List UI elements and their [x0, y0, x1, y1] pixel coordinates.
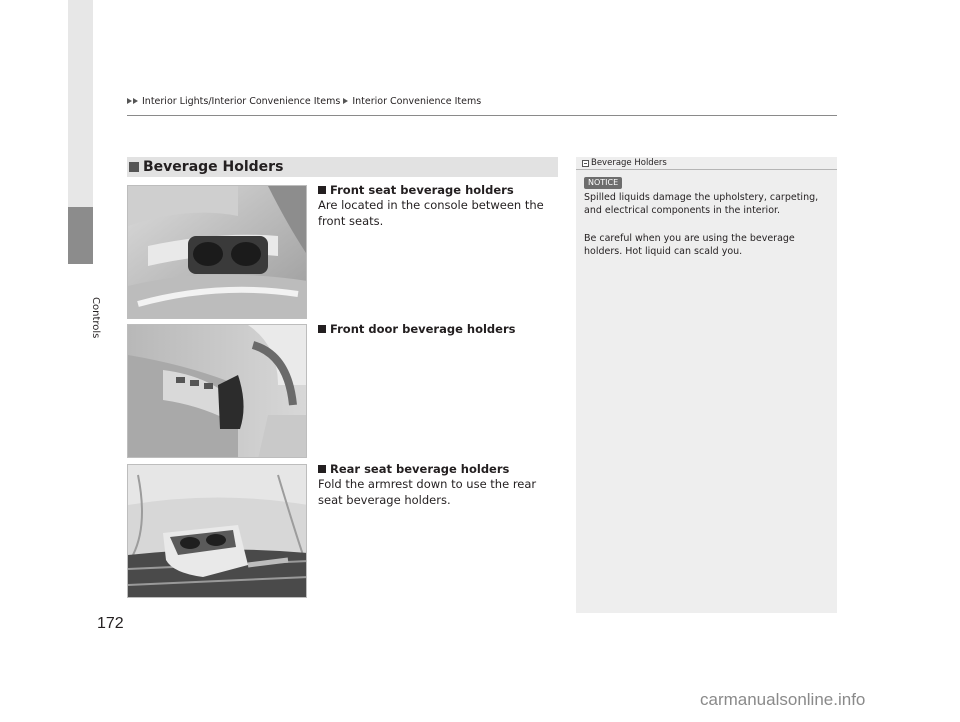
- section-title: Beverage Holders: [143, 159, 284, 175]
- notes-title: Beverage Holders: [591, 158, 667, 168]
- notes-paragraph: Spilled liquids damage the upholstery, carpeting, and electrical components in the interior.: [584, 192, 819, 216]
- front-door-photo: [127, 324, 307, 458]
- rear-armrest-photo: [127, 464, 307, 598]
- breadcrumb-arrow-icon: [133, 98, 138, 104]
- note-reference-icon: [582, 160, 589, 167]
- breadcrumb-arrow-icon: [343, 98, 348, 104]
- watermark: carmanualsonline.info: [700, 690, 866, 709]
- section-header: [127, 157, 558, 177]
- breadcrumb-level1[interactable]: Interior Lights/Interior Convenience Items: [142, 95, 341, 107]
- section-square-icon: [129, 162, 139, 172]
- side-tab-marker: [68, 207, 93, 264]
- item-heading: [318, 462, 509, 476]
- notice-badge: NOTICE: [584, 177, 622, 189]
- breadcrumb: [127, 94, 481, 108]
- bullet-square-icon: [318, 465, 326, 473]
- front-console-photo: [127, 185, 307, 319]
- bullet-square-icon: [318, 325, 326, 333]
- side-tab-label: Controls: [90, 297, 101, 339]
- breadcrumb-level2[interactable]: Interior Convenience Items: [352, 95, 482, 107]
- page-number: 172: [97, 615, 124, 632]
- breadcrumb-arrow-icon: [127, 98, 132, 104]
- header-divider: [127, 115, 837, 116]
- item-heading: [318, 322, 515, 336]
- bullet-square-icon: [318, 186, 326, 194]
- item-heading-text: Front door beverage holders: [330, 322, 516, 336]
- notes-header: [576, 157, 837, 170]
- item-body: Fold the armrest down to use the rear seat beverage holders.: [318, 477, 537, 507]
- notes-paragraph: Be careful when you are using the beverage holders. Hot liquid can scald you.: [584, 233, 795, 257]
- item-heading-text: Rear seat beverage holders: [330, 462, 510, 476]
- item-heading-text: Front seat beverage holders: [330, 183, 514, 197]
- side-tab-background: [68, 0, 93, 207]
- item-heading: [318, 183, 514, 197]
- notes-panel: [576, 157, 837, 613]
- item-body: Are located in the console between the front seats.: [318, 198, 544, 228]
